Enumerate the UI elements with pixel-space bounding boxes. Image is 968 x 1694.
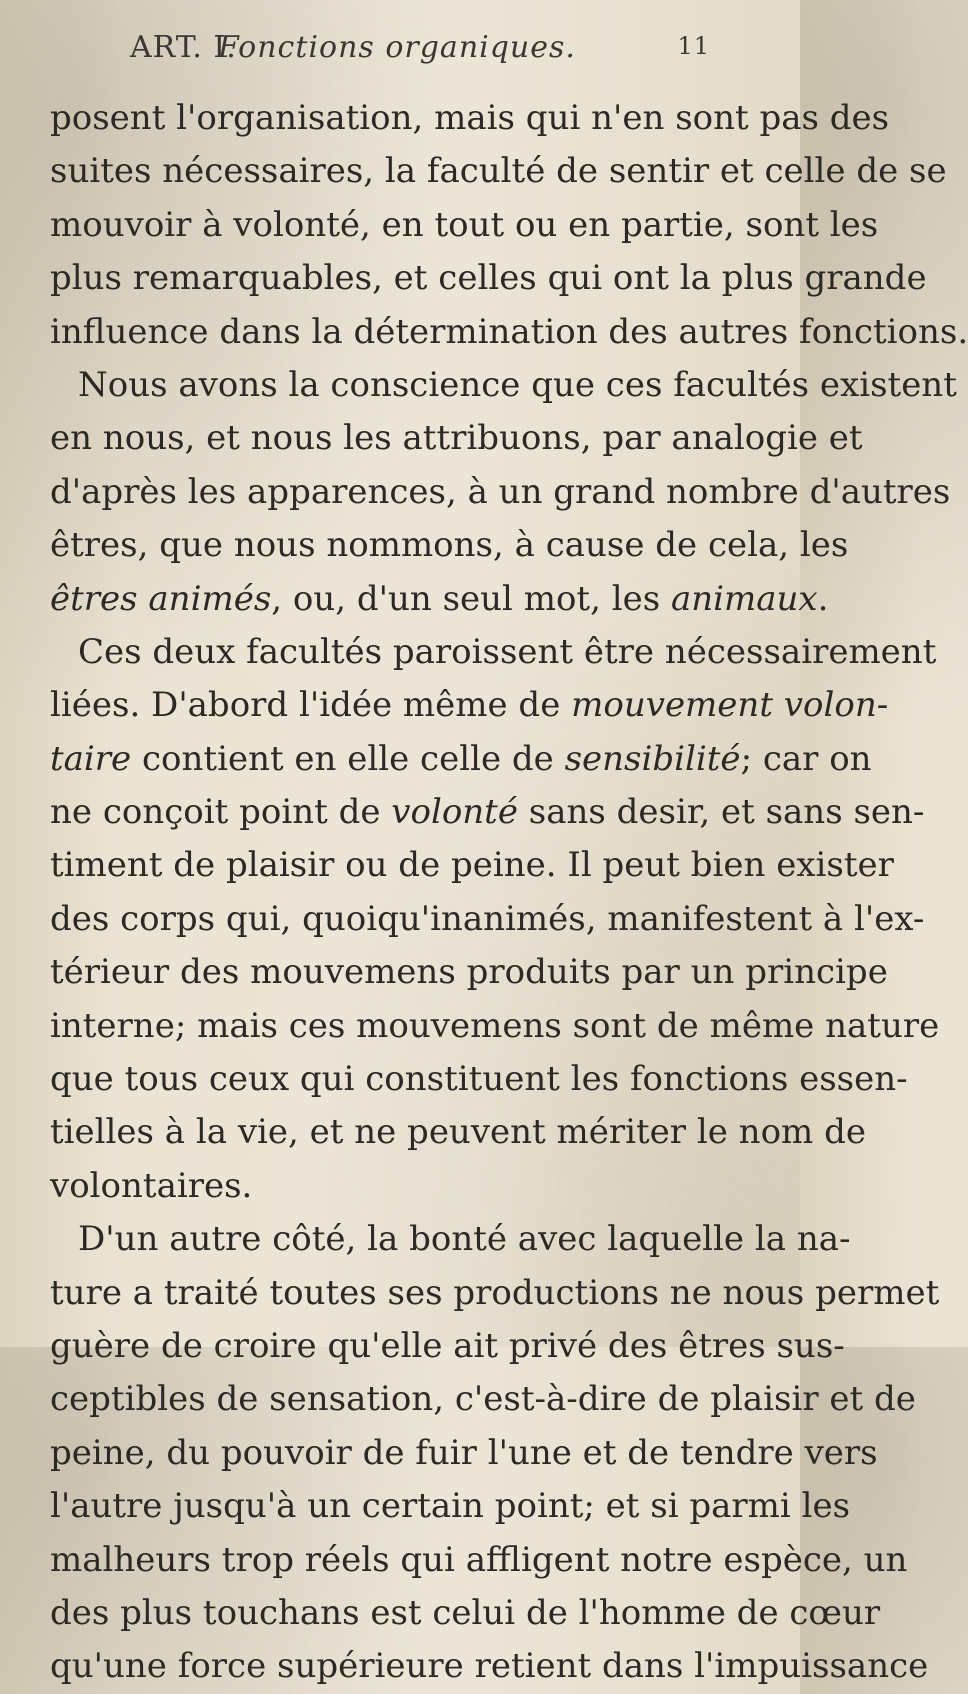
text-run: Ces deux facultés paroissent être nécessairement: [78, 631, 937, 672]
italic-text: volonté: [391, 792, 518, 833]
text-run: d'après les apparences, à un grand nombre d'autres: [50, 471, 951, 512]
running-header: [130, 30, 710, 70]
text-line: [50, 786, 925, 839]
text-line: [50, 1427, 878, 1480]
text-line: [50, 252, 927, 305]
text-run: en nous, et nous les attribuons, par analogie et: [50, 418, 863, 459]
text-line: [50, 1587, 881, 1640]
text-run: interne; mais ces mouvemens sont de même nature: [50, 1005, 940, 1046]
italic-text: taire: [50, 738, 132, 779]
italic-text: animaux: [670, 578, 818, 619]
text-run: mouvoir à volonté, en tout ou en partie, sont les: [50, 204, 879, 245]
text-run: , ou, d'un seul mot, les: [271, 578, 671, 619]
text-line: [50, 1160, 760, 1213]
text-line: [50, 573, 829, 626]
section-title: Fonctions organiques.: [218, 30, 576, 65]
text-run: guère de croire qu'elle ait privé des êtres sus-: [50, 1325, 845, 1366]
text-line: [50, 1373, 916, 1426]
text-line: [50, 145, 947, 198]
text-run: influence dans la détermination des autres fonctions.: [50, 311, 968, 352]
text-run: posent l'organisation, mais qui n'en sont pas des: [50, 98, 890, 138]
text-line: [50, 519, 849, 572]
text-run: qu'une force supérieure retient dans l'impuissance: [50, 1646, 929, 1687]
text-line: [50, 1480, 851, 1533]
text-line: [50, 466, 951, 519]
text-run: tielles à la vie, et ne peuvent mériter le nom de: [50, 1112, 866, 1153]
text-line: [50, 359, 957, 412]
text-line: [50, 92, 890, 145]
text-run: des plus touchans est celui de l'homme de cœur: [50, 1592, 881, 1633]
text-run: sans desir, et sans sen-: [517, 792, 925, 833]
text-line: [50, 626, 937, 679]
text-run: que tous ceux qui constituent les fonctions essen-: [50, 1059, 908, 1100]
text-line: [50, 679, 889, 732]
text-line: [50, 1640, 929, 1693]
text-run: ture a traité toutes ses productions ne nous permet: [50, 1272, 940, 1313]
text-run: l'autre jusqu'à un certain point; et si parmi les: [50, 1486, 851, 1527]
text-run: ne conçoit point de: [50, 792, 392, 833]
text-run: contient en elle celle de: [131, 738, 565, 779]
text-line: [50, 1053, 908, 1106]
text-line: [50, 1000, 940, 1053]
text-run: plus remarquables, et celles qui ont la plus grande: [50, 258, 927, 299]
text-line: [50, 1213, 851, 1266]
italic-text: sensibilité: [564, 738, 741, 779]
text-run: êtres, que nous nommons, à cause de cela, les: [50, 525, 849, 566]
text-line: [50, 1534, 908, 1587]
text-line: [50, 1320, 845, 1373]
page-number: 11: [677, 32, 710, 60]
text-run: ; car on: [740, 738, 872, 779]
text-run: volontaires.: [50, 1165, 253, 1206]
text-run: .: [817, 578, 829, 619]
text-run: malheurs trop réels qui affligent notre espèce, un: [50, 1539, 908, 1580]
text-line: [50, 199, 879, 252]
text-run: térieur des mouvemens produits par un principe: [50, 952, 888, 993]
body-text: [50, 92, 968, 1694]
italic-text: mouvement volon-: [571, 685, 889, 726]
text-line: [50, 1267, 940, 1320]
text-run: D'un autre côté, la bonté avec laquelle la na-: [78, 1219, 851, 1260]
text-run: liées. D'abord l'idée même de: [50, 685, 572, 726]
section-label: ART. I.: [130, 30, 237, 65]
text-line: [50, 306, 968, 359]
text-run: suites nécessaires, la faculté de sentir et celle de se: [50, 151, 947, 192]
italic-text: êtres animés: [50, 578, 272, 619]
text-run: Nous avons la conscience que ces facultés existent: [78, 364, 957, 405]
text-line: [50, 1106, 866, 1159]
text-line: [50, 733, 872, 786]
text-run: peine, du pouvoir de fuir l'une et de tendre vers: [50, 1432, 878, 1473]
text-line: [50, 893, 925, 946]
text-run: ceptibles de sensation, c'est-à-dire de plaisir et de: [50, 1379, 916, 1420]
text-line: [50, 946, 888, 999]
text-line: [50, 839, 894, 892]
text-line: [50, 412, 863, 465]
text-run: des corps qui, quoiqu'inanimés, manifestent à l'ex-: [50, 898, 925, 939]
text-run: timent de plaisir ou de peine. Il peut bien exister: [50, 845, 894, 886]
